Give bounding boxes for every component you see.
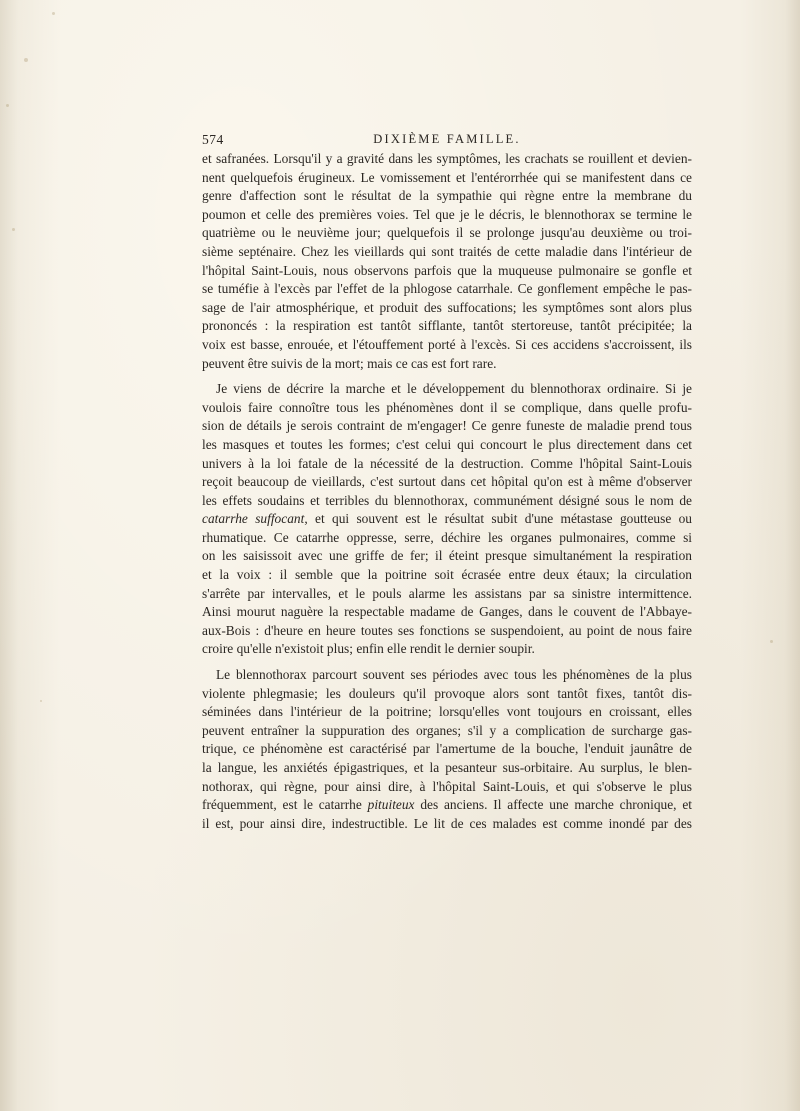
text-line: fréquemment, est le catarrhe pituiteux des anciens. Il affecte une marche chronique, et: [202, 797, 692, 813]
text-line: il est, pour ainsi dire, indestructible. Le lit de ces malades est comme inondé par des: [202, 815, 692, 831]
text-line: l'hôpital Saint-Louis, nous observons parfois que la muqueuse pulmonaire se gonfle et: [202, 262, 692, 278]
text-line: aux-Bois : d'heure en heure toutes ses fonctions se suspendoient, au point de nous faire: [202, 622, 692, 638]
text-line: univers à la loi fatale de la nécessité de la destruction. Comme l'hôpital Saint-Louis: [202, 455, 692, 471]
page-number: 574: [202, 132, 224, 147]
text-line: et la voix : il semble que la poitrine soit écrasée entre deux étaux; la circulation: [202, 567, 692, 583]
paragraph-3: [202, 666, 692, 833]
text-line: la langue, les anxiétés épigastriques, et la pesanteur sus-orbitaire. Au surplus, le blen-: [202, 760, 692, 775]
foxing-spot: [12, 228, 15, 231]
text-line: poumon et celle des premières voies. Tel que je le décris, le blennothorax se termine le: [202, 206, 692, 222]
text-line: on les saisissoit avec une griffe de fer; il éteint presque simultanément la respiration: [202, 548, 692, 564]
foxing-spot: [40, 700, 42, 702]
text-line: Je viens de décrire la marche et le développement du blennothorax ordinaire. Si je: [216, 381, 692, 397]
text-line: s'arrête par intervalles, et le pouls alarme les assistans par sa sinistre intermittence.: [202, 585, 692, 601]
text-line: Ainsi mourut naguère la respectable madame de Ganges, dans le couvent de l'Abbaye-: [202, 604, 692, 620]
text-line: sion de détails je serois contraint de m'engager! Ce genre funeste de maladie prend tous: [202, 418, 692, 434]
text-line: voix est basse, enrouée, et l'étouffement porté à l'excès. Si ces accidens s'accroissent, ils: [202, 336, 692, 352]
text-line: prononcés : la respiration est tantôt sifflante, tantôt stertoreuse, tantôt précipitée; la: [202, 318, 692, 334]
text-line: reçoit beaucoup de vieillards, c'est surtout dans cet hôpital qu'on est à même d'observer: [202, 474, 692, 490]
text-line: Le blennothorax parcourt souvent ses périodes avec tous les phénomènes de la plus: [216, 667, 692, 683]
text-line: rhumatique. Ce catarrhe oppresse, serre, déchire les organes pulmonaires, comme si: [202, 529, 692, 545]
page-title: DIXIÈME FAMILLE.: [373, 132, 521, 146]
text-line: quatrième ou le neuvième jour; quelquefois il se prolonge jusqu'au deuxième ou troi-: [202, 225, 692, 241]
text-line: sième septénaire. Chez les vieillards qui sont traités de cette maladie dans l'intérieur de: [202, 243, 692, 259]
text-line: genre d'affection sont le résultat de la sympathie qui règne entre la membrane du: [202, 188, 692, 204]
text-line: trique, ce phénomène est caractérisé par l'amertume de la bouche, l'enduit jaunâtre de: [202, 741, 692, 757]
text-line: nent quelquefois érugineux. Le vomissement et l'entérorrhée qui se manifestent dans ce: [202, 169, 692, 185]
text-line: et safranées. Lorsqu'il y a gravité dans les symptômes, les crachats se rouillent et devien-: [202, 151, 692, 166]
paragraph-1: [202, 150, 692, 373]
foxing-spot: [52, 12, 55, 15]
text-line: se tuméfie à l'excès par l'effet de la phlogose catarrhale. Ce gonflement empêche le pas-: [202, 281, 692, 297]
text-line: séminées dans l'intérieur de la poitrine; lorsqu'elles vont toujours en croissant, elles: [202, 704, 692, 720]
text-line: les masques et toutes les formes; c'est celui qui concourt le plus directement dans cet: [202, 436, 692, 452]
text-line: nothorax, qui règne, pour ainsi dire, à l'hôpital Saint-Louis, et qui s'observe le plus: [202, 778, 692, 794]
text-line: les effets soudains et terribles du blennothorax, communément désigné sous le nom de: [202, 492, 692, 508]
text-line: croire qu'elle n'existoit plus; enfin elle rendit le dernier soupir.: [202, 641, 535, 657]
foxing-spot: [6, 104, 9, 107]
running-head: [202, 128, 692, 150]
italic-term: catarrhe suffocant: [202, 511, 305, 527]
paragraph-2: [202, 380, 692, 659]
text-line: peuvent être suivis de la mort; mais ce cas est fort rare.: [202, 355, 497, 371]
text-block: [202, 128, 692, 840]
foxing-spot: [24, 58, 28, 62]
text-line: peuvent entraîner la suppuration des organes; s'il y a complication de surcharge gas-: [202, 722, 692, 738]
text-line: sage de l'air atmosphérique, et produit des suffocations; les symptômes sont alors plus: [202, 299, 692, 315]
text-line: catarrhe suffocant, et qui souvent est le résultat subit d'une métastase goutteuse ou: [202, 511, 692, 527]
foxing-spot: [770, 640, 773, 643]
italic-term: pituiteux: [367, 797, 415, 813]
text-line: voulois faire connoître tous les phénomènes dont il se complique, dans quelle profu-: [202, 399, 692, 415]
text-line: violente phlegmasie; les douleurs qu'il provoque alors sont tantôt fixes, tantôt dis-: [202, 685, 692, 701]
